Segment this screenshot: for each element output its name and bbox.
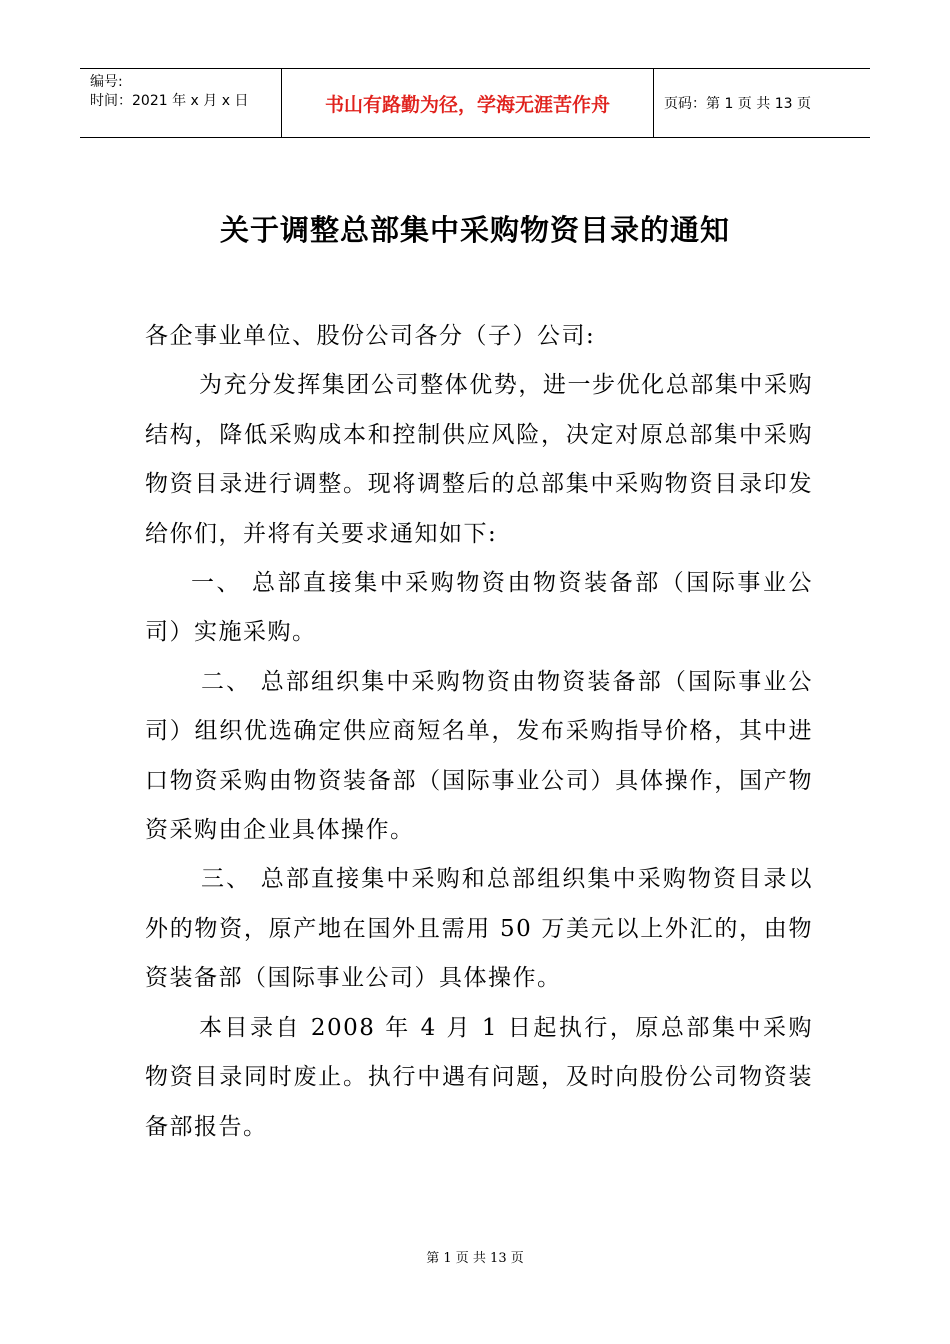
paragraph-intro: 为充分发挥集团公司整体优势，进一步优化总部集中采购结构，降低采购成本和控制供应风险，决定对原总部集中采购物资目录进行调整。现将调整后的总部集中采购物资目录印发给你们，并将有关要求通知如下: — [145, 372, 813, 547]
document-body — [145, 312, 813, 1152]
document-title: 关于调整总部集中采购物资目录的通知 — [219, 213, 730, 247]
header-meta-cell — [80, 69, 282, 137]
page-footer: 第 1 页 共 13 页 — [426, 1251, 524, 1266]
paragraph-item-2: 二、 总部组织集中采购物资由物资装备部（国际事业公司）组织优选确定供应商短名单，发布采购指导价格，其中进口物资采购由物资装备部（国际事业公司）具体操作，国产物资采购由企业具体操作。 — [145, 668, 813, 844]
document-header — [80, 68, 870, 138]
paragraph-closing: 本目录自 2008 年 4 月 1 日起执行，原总部集中采购物资目录同时废止。执行中遇有问题，及时向股份公司物资装备部报告。 — [145, 1014, 813, 1140]
header-page-number: 页码：第 1 页 共 13 页 — [664, 96, 811, 112]
document-time-label: 时间：2021 年 x 月 x 日 — [90, 93, 249, 109]
paragraph-item-1: 一、 总部直接集中采购物资由物资装备部（国际事业公司）实施采购。 — [145, 570, 813, 646]
paragraph-item-3: 三、 总部直接集中采购和总部组织集中采购物资目录以外的物资，原产地在国外且需用 50 万美元以上外汇的，由物资装备部（国际事业公司）具体操作。 — [145, 866, 813, 992]
header-motto: 书山有路勤为径，学海无涯苦作舟 — [282, 69, 654, 137]
salutation: 各企事业单位、股份公司各分（子）公司: — [145, 323, 596, 349]
document-number-label: 编号: — [90, 74, 123, 90]
